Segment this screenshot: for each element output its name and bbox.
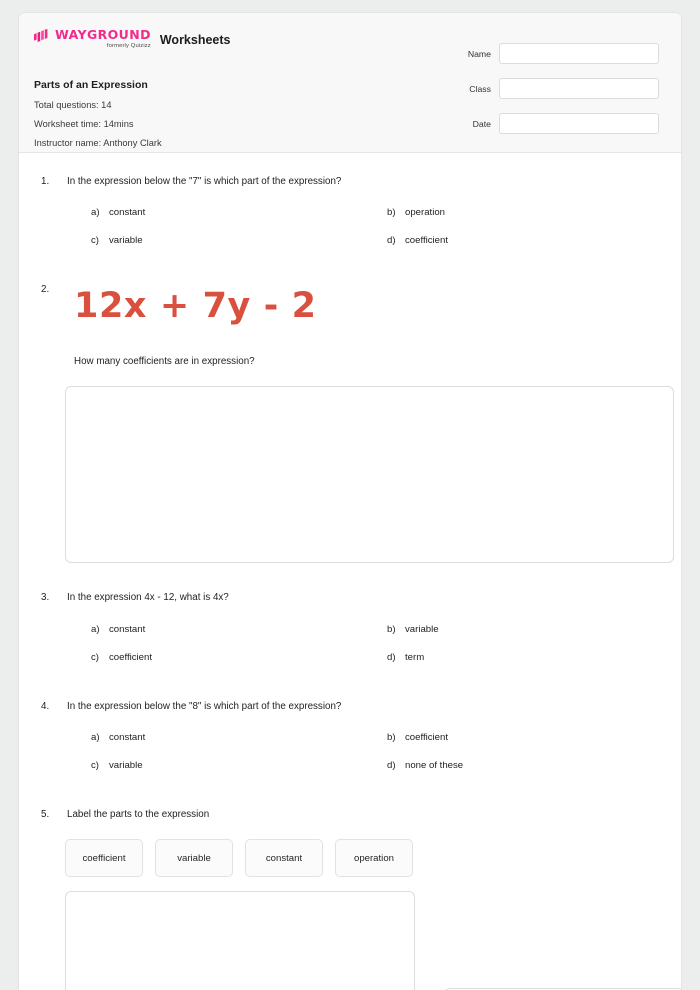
question-3 xyxy=(41,591,659,679)
question-3-text: In the expression 4x - 12, what is 4x? xyxy=(67,592,229,604)
name-input[interactable] xyxy=(499,43,659,64)
question-4-option-d[interactable] xyxy=(363,760,659,771)
option-key: a) xyxy=(91,731,100,743)
option-key: d) xyxy=(387,651,396,663)
question-4-number: 4. xyxy=(41,700,50,712)
question-3-number: 3. xyxy=(41,592,50,604)
name-field-row xyxy=(444,43,659,64)
chip-constant[interactable] xyxy=(245,839,323,877)
option-key: a) xyxy=(91,623,100,635)
option-key: b) xyxy=(387,207,396,219)
option-label: coefficient xyxy=(109,651,153,663)
chip-operation[interactable] xyxy=(335,839,413,877)
class-field-label: Class xyxy=(469,83,491,94)
worksheet-header xyxy=(19,13,681,153)
wayground-mark-icon xyxy=(34,29,52,42)
option-key: a) xyxy=(91,207,100,219)
question-4 xyxy=(41,700,659,788)
question-5-number: 5. xyxy=(41,808,50,820)
question-1 xyxy=(41,175,659,263)
question-1-option-c[interactable] xyxy=(67,235,363,246)
instructor-name-text: Instructor name: Anthony Clark xyxy=(34,138,162,148)
question-1-option-a[interactable] xyxy=(67,207,363,218)
wayground-logo xyxy=(34,29,151,50)
question-3-options xyxy=(67,624,659,680)
question-3-option-c[interactable] xyxy=(67,652,363,663)
header-fields xyxy=(444,29,659,152)
question-4-option-b[interactable] xyxy=(363,732,659,743)
option-label: none of these xyxy=(405,759,464,771)
option-key: b) xyxy=(387,731,396,743)
date-field-row xyxy=(444,113,659,134)
logo-lockup xyxy=(34,29,151,42)
brand-row xyxy=(34,29,364,57)
header-left xyxy=(34,29,364,152)
chip-label: operation xyxy=(353,852,394,864)
questions-list xyxy=(19,153,681,990)
option-key: d) xyxy=(387,759,396,771)
option-label: operation xyxy=(405,207,446,219)
question-2 xyxy=(41,283,659,563)
chip-label: variable xyxy=(177,852,211,864)
question-1-text: In the expression below the "7" is which part of the expression? xyxy=(67,176,342,187)
option-label: variable xyxy=(405,623,439,635)
option-label: constant xyxy=(109,207,146,219)
option-label: variable xyxy=(109,235,143,247)
question-4-option-a[interactable] xyxy=(67,732,363,743)
chip-variable[interactable] xyxy=(155,839,233,877)
option-key: b) xyxy=(387,623,396,635)
question-3-option-d[interactable] xyxy=(363,652,659,663)
question-2-expression-image: 12x + 7y - 2 xyxy=(74,286,317,327)
option-label: coefficient xyxy=(405,731,449,743)
option-label: coefficient xyxy=(405,235,449,247)
question-2-number: 2. xyxy=(41,284,50,296)
chip-label: constant xyxy=(265,852,303,864)
logo-subtitle: formerly Quizizz xyxy=(106,43,151,49)
question-5-label-chips xyxy=(65,839,659,877)
logo-wordmark: WAYGROUND xyxy=(55,27,151,43)
option-key: c) xyxy=(91,235,99,247)
question-1-option-b[interactable] xyxy=(363,207,659,218)
question-5 xyxy=(41,808,659,990)
option-key: d) xyxy=(387,235,396,247)
worksheet-time-text: Worksheet time: 14mins xyxy=(34,119,134,129)
question-1-options xyxy=(67,207,659,263)
option-label: term xyxy=(405,651,425,663)
option-label: variable xyxy=(109,759,143,771)
chip-coefficient[interactable] xyxy=(65,839,143,877)
worksheet-sheet xyxy=(18,12,682,990)
class-field-row xyxy=(444,78,659,99)
total-questions-text: Total questions: 14 xyxy=(34,100,112,110)
option-key: c) xyxy=(91,651,99,663)
question-2-text: How many coefficients are in expression? xyxy=(74,356,255,368)
question-5-drop-area[interactable] xyxy=(65,891,415,990)
chip-label: coefficient xyxy=(82,852,126,864)
question-1-option-d[interactable] xyxy=(363,235,659,246)
date-field-label: Date xyxy=(472,118,491,129)
name-field-label: Name xyxy=(467,48,491,59)
page-title: Parts of an Expression xyxy=(34,79,148,91)
question-4-options xyxy=(67,732,659,788)
worksheets-label: Worksheets xyxy=(159,33,231,47)
question-2-answer-box[interactable] xyxy=(65,386,674,563)
option-label: constant xyxy=(109,623,146,635)
question-1-number: 1. xyxy=(41,176,50,187)
question-3-option-b[interactable] xyxy=(363,624,659,635)
question-4-text: In the expression below the "8" is which part of the expression? xyxy=(67,700,342,712)
class-input[interactable] xyxy=(499,78,659,99)
option-label: constant xyxy=(109,731,146,743)
question-3-option-a[interactable] xyxy=(67,624,363,635)
option-key: c) xyxy=(91,759,99,771)
question-4-option-c[interactable] xyxy=(67,760,363,771)
question-5-text: Label the parts to the expression xyxy=(67,808,210,820)
date-input[interactable] xyxy=(499,113,659,134)
